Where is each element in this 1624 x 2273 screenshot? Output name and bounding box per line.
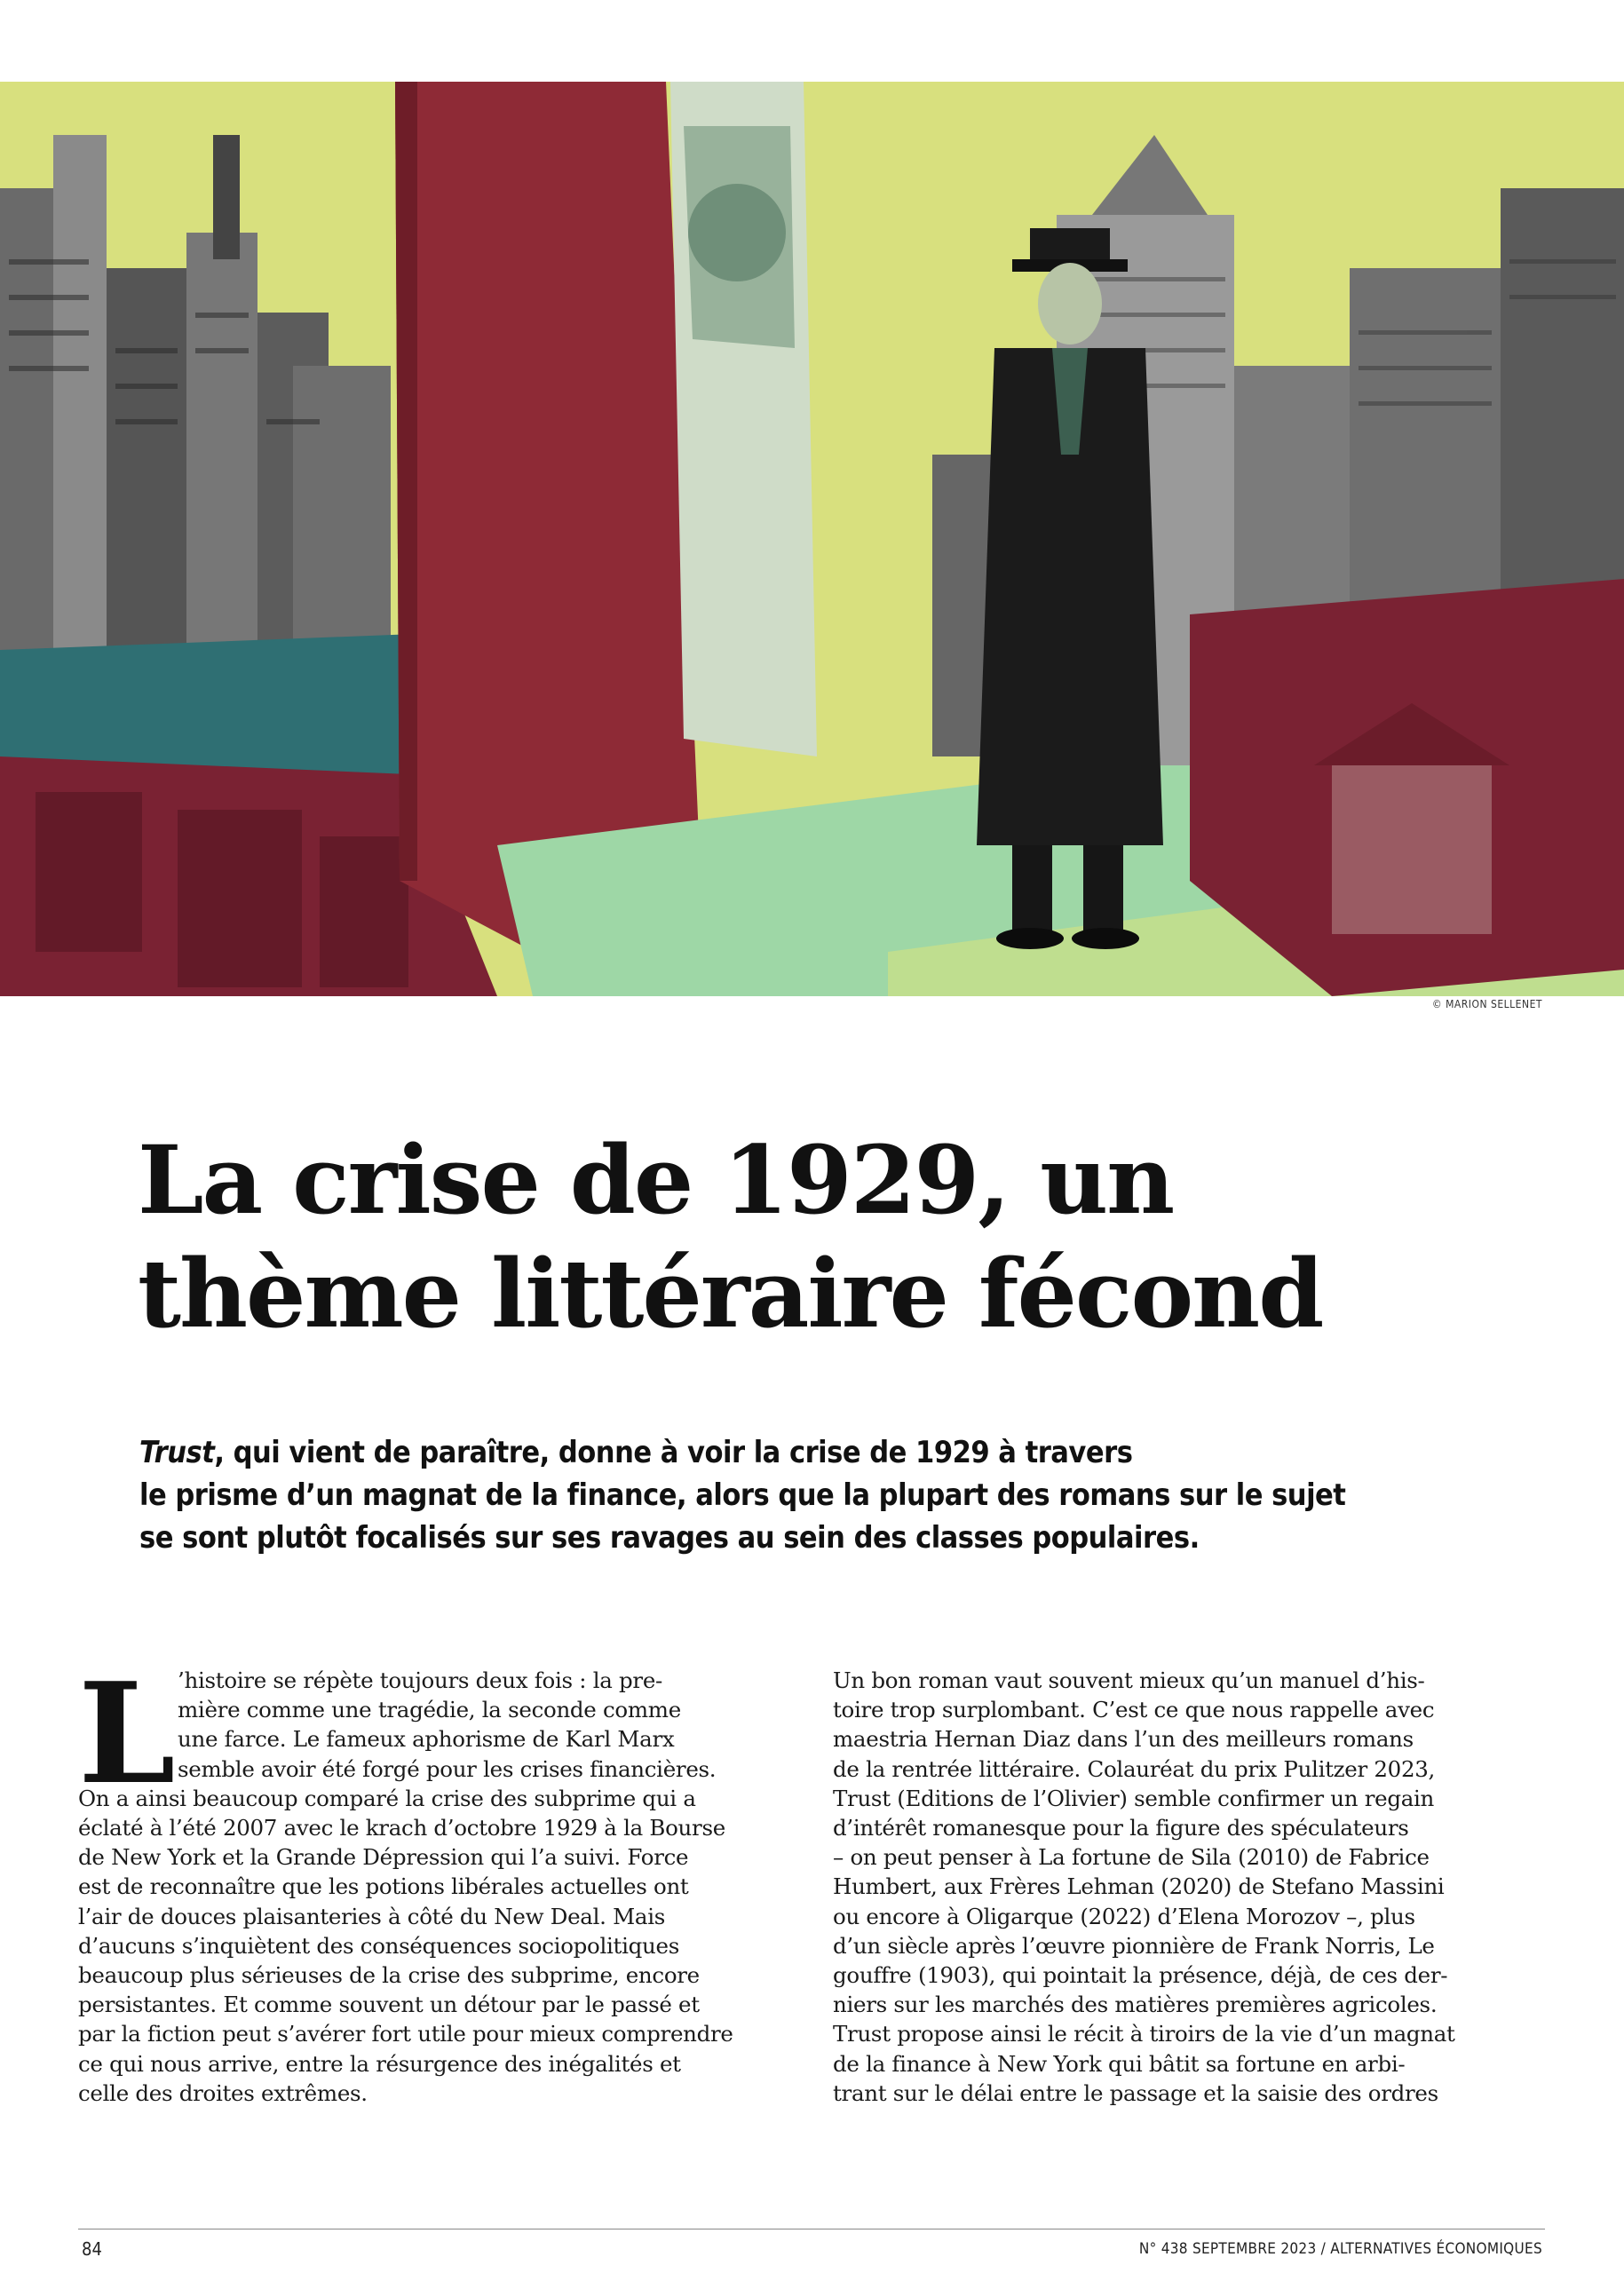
city-collage-image [0,82,1624,996]
lede-line: se sont plutôt focalisés sur ses ravages au sein des classes populaires. [139,1520,1200,1556]
body-line: ’histoire se répète toujours deux fois : la pre- [178,1667,662,1693]
body-line: l’air de douces plaisanteries à côté du New Deal. Mais [78,1903,666,1929]
lede-line: le prisme d’un magnat de la finance, alors que la plupart des romans sur le sujet [139,1477,1346,1513]
body-line: trant sur le délai entre le passage et la saisie des ordres [833,2079,1438,2106]
photo-credit: © MARION SELLENET [1431,998,1542,1010]
body-line: une farce. Le fameux aphorisme de Karl Marx [178,1726,675,1753]
body-column-left [78,1652,757,2108]
body-line: On a ainsi beaucoup comparé la crise des subprime qui a [78,1785,696,1811]
body-line: gouffre (1903), qui pointait la présence, déjà, de ces der- [833,1962,1448,1989]
body-line: ou encore à Oligarque (2022) d’Elena Morozov –, plus [833,1903,1415,1929]
body-line: de la rentrée littéraire. Colauréat du prix Pulitzer 2023, [833,1755,1436,1782]
body-column-right [833,1666,1543,2108]
body-line: celle des droites extrêmes. [78,2079,368,2106]
body-line: Trust propose ainsi le récit à tiroirs de la vie d’un magnat [833,2021,1455,2047]
body-line: ce qui nous arrive, entre la résurgence des inégalités et [78,2050,681,2077]
hero-illustration [0,82,1624,996]
body-line: niers sur les marchés des matières premières agricoles. [833,1992,1438,2018]
body-line: éclaté à l’été 2007 avec le krach d’octobre 1929 à la Bourse [78,1815,725,1841]
body-line: de la finance à New York qui bâtit sa fortune en arbi- [833,2050,1406,2077]
body-line: Un bon roman vaut souvent mieux qu’un manuel d’his- [833,1667,1425,1693]
body-line: de New York et la Grande Dépression qui l’a suivi. Force [78,1844,689,1871]
lede-book-title: Trust [139,1435,215,1470]
lede-line [139,1431,1454,1474]
body-line: mière comme une tragédie, la seconde comme [178,1697,681,1723]
body-line: par la fiction peut s’avérer fort utile pour mieux comprendre [78,2021,733,2047]
body-line: d’un siècle après l’œuvre pionnière de Frank Norris, Le [833,1932,1435,1959]
title-line: thème littéraire fécond [138,1238,1323,1349]
title-line: La crise de 1929, un [138,1124,1174,1235]
article-lede [139,1431,1454,1559]
body-line: Humbert, aux Frères Lehman (2020) de Stefano Massini [833,1873,1445,1900]
body-line: maestria Hernan Diaz dans l’un des meilleurs romans [833,1726,1414,1753]
body-line: d’aucuns s’inquiètent des conséquences sociopolitiques [78,1932,679,1959]
lede-line-text: , qui vient de paraître, donne à voir la crise de 1929 à travers [214,1435,1133,1470]
body-line: persistantes. Et comme souvent un détour par le passé et [78,1992,700,2018]
body-line: – on peut penser à La fortune de Sila (2010) de Fabrice [833,1844,1430,1871]
issue-info: N° 438 SEPTEMBRE 2023 / ALTERNATIVES ÉCONOMIQUES [1138,2240,1542,2258]
body-line: est de reconnaître que les potions libérales actuelles ont [78,1873,689,1900]
body-line: Trust (Editions de l’Olivier) semble confirmer un regain [833,1785,1435,1811]
body-line: d’intérêt romanesque pour la figure des spéculateurs [833,1815,1409,1841]
body-line: semble avoir été forgé pour les crises financières. [178,1755,717,1782]
drop-cap: L [78,1652,176,1815]
article-title [138,1123,1558,1350]
body-line: beaucoup plus sérieuses de la crise des subprime, encore [78,1962,700,1989]
page-number: 84 [82,2238,102,2260]
body-line: toire trop surplombant. C’est ce que nous rappelle avec [833,1697,1435,1723]
